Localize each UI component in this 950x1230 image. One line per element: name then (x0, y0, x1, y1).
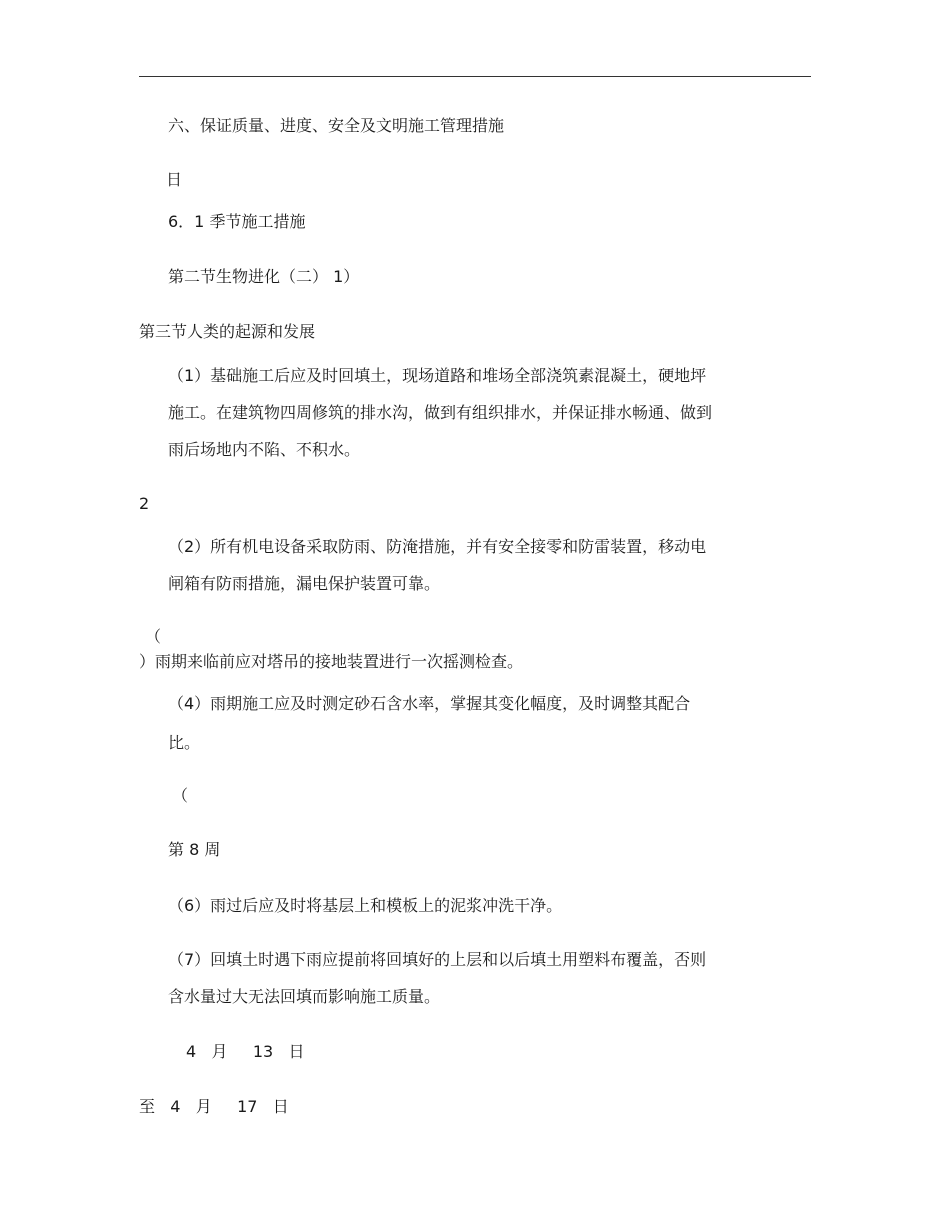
paragraph-line: ）雨期来临前应对塔吊的接地装置进行一次摇测检查。 (139, 652, 524, 671)
paragraph-line: （1）基础施工后应及时回填土，现场道路和堆场全部浇筑素混凝土，硬地坪 (168, 366, 707, 385)
paragraph-line: 含水量过大无法回填而影响施工质量。 (168, 987, 441, 1006)
paragraph-line: 施工。在建筑物四周修筑的排水沟，做到有组织排水，并保证排水畅通、做到 (168, 403, 713, 422)
paragraph-line: （6）雨过后应及时将基层上和模板上的泥浆冲洗干净。 (168, 896, 563, 915)
paragraph-line: （2）所有机电设备采取防雨、防淹措施，并有安全接零和防雷装置，移动电 (168, 537, 707, 556)
paragraph-line: （4）雨期施工应及时测定砂石含水率，掌握其变化幅度，及时调整其配合 (168, 694, 691, 713)
text-line: （ (145, 627, 162, 646)
text-line: 第二节生物进化（二） 1） (168, 267, 360, 286)
paragraph-line: （7）回填土时遇下雨应提前将回填好的上层和以后填土用塑料布覆盖，否则 (168, 950, 707, 969)
text-line: （ (172, 786, 189, 805)
paragraph-line: 闸箱有防雨措施，漏电保护装置可靠。 (168, 574, 441, 593)
text-line: 第三节人类的起源和发展 (139, 322, 316, 341)
text-line: 第 8 周 (168, 840, 221, 859)
date-line: 4 月 13 日 (186, 1042, 305, 1061)
text-line: 日 (166, 170, 183, 189)
header-rule (139, 76, 811, 77)
date-line: 至 4 月 17 日 (139, 1097, 289, 1116)
paragraph-line: 雨后场地内不陷、不积水。 (168, 440, 361, 459)
section-heading: 六、保证质量、进度、安全及文明施工管理措施 (168, 116, 505, 135)
paragraph-line: 比。 (168, 733, 201, 752)
text-line: 2 (139, 494, 150, 513)
subsection-heading: 6．1 季节施工措施 (168, 212, 306, 231)
